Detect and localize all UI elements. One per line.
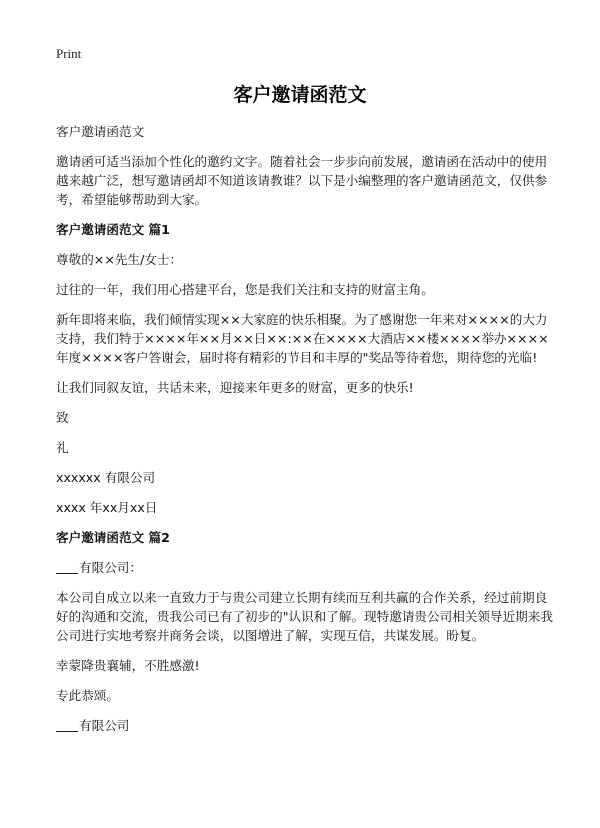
paragraph: 客户邀请函范文	[56, 124, 145, 139]
blank-underline	[56, 717, 78, 732]
page-title: 客户邀请函范文	[233, 84, 367, 106]
paragraph: 过往的一年，我们用心搭建平台，您是我们关注和支持的财富主角。	[56, 282, 434, 297]
paragraph: 邀请函可适当添加个性化的邀约文字。随着社会一步步向前发展，邀请函在活动中的使用越来越广泛，想写邀请函却不知道该请教谁？以下是小编整理的客户邀请函范文，仅供参考，希望能够帮助到大家。	[56, 154, 548, 207]
fill-in-line	[56, 558, 556, 577]
paragraph: 新年即将来临，我们倾情实现××大家庭的快乐相聚。为了感谢您一年来对××××的大力支持，我们特于××××年××月××日××:××在××××大酒店××楼××××举办××××年度××××客户答谢会，届时将有精彩的节目和丰厚的"奖品等待着您，期待您的光临!	[56, 312, 549, 365]
document-body	[56, 122, 556, 746]
fill-in-line	[56, 716, 556, 735]
paragraph: 本公司自成立以来一直致力于与贵公司建立长期有续而互利共赢的合作关系，经过前期良好的沟通和交流，贵我公司已有了初步的"认识和了解。现特邀请贵公司相关领导近期来我公司进行实地考察并商务会谈，以图增进了解，实现互信，共谋发展。盼复。	[56, 590, 553, 643]
paragraph: 专此恭颂。	[56, 688, 119, 703]
print-link[interactable]: Print	[56, 46, 82, 61]
fill-in-text: 有限公司	[79, 718, 130, 733]
paragraph: 幸蒙降贵襄辅，不胜感激!	[56, 658, 200, 673]
paragraph: 致	[56, 410, 69, 425]
fill-in-text: 有限公司：	[79, 560, 142, 575]
paragraph: xxxx 年xx月xx日	[56, 500, 158, 515]
paragraph: 礼	[56, 440, 69, 455]
section-heading: 客户邀请函范文 篇2	[56, 530, 170, 545]
paragraph: xxxxxx 有限公司	[56, 470, 156, 485]
paragraph: 让我们同叙友谊，共话未来，迎接来年更多的财富，更多的快乐!	[56, 380, 414, 395]
paragraph: 尊敬的××先生/女士：	[56, 252, 183, 267]
section-heading: 客户邀请函范文 篇1	[56, 222, 170, 237]
blank-underline	[56, 559, 78, 574]
